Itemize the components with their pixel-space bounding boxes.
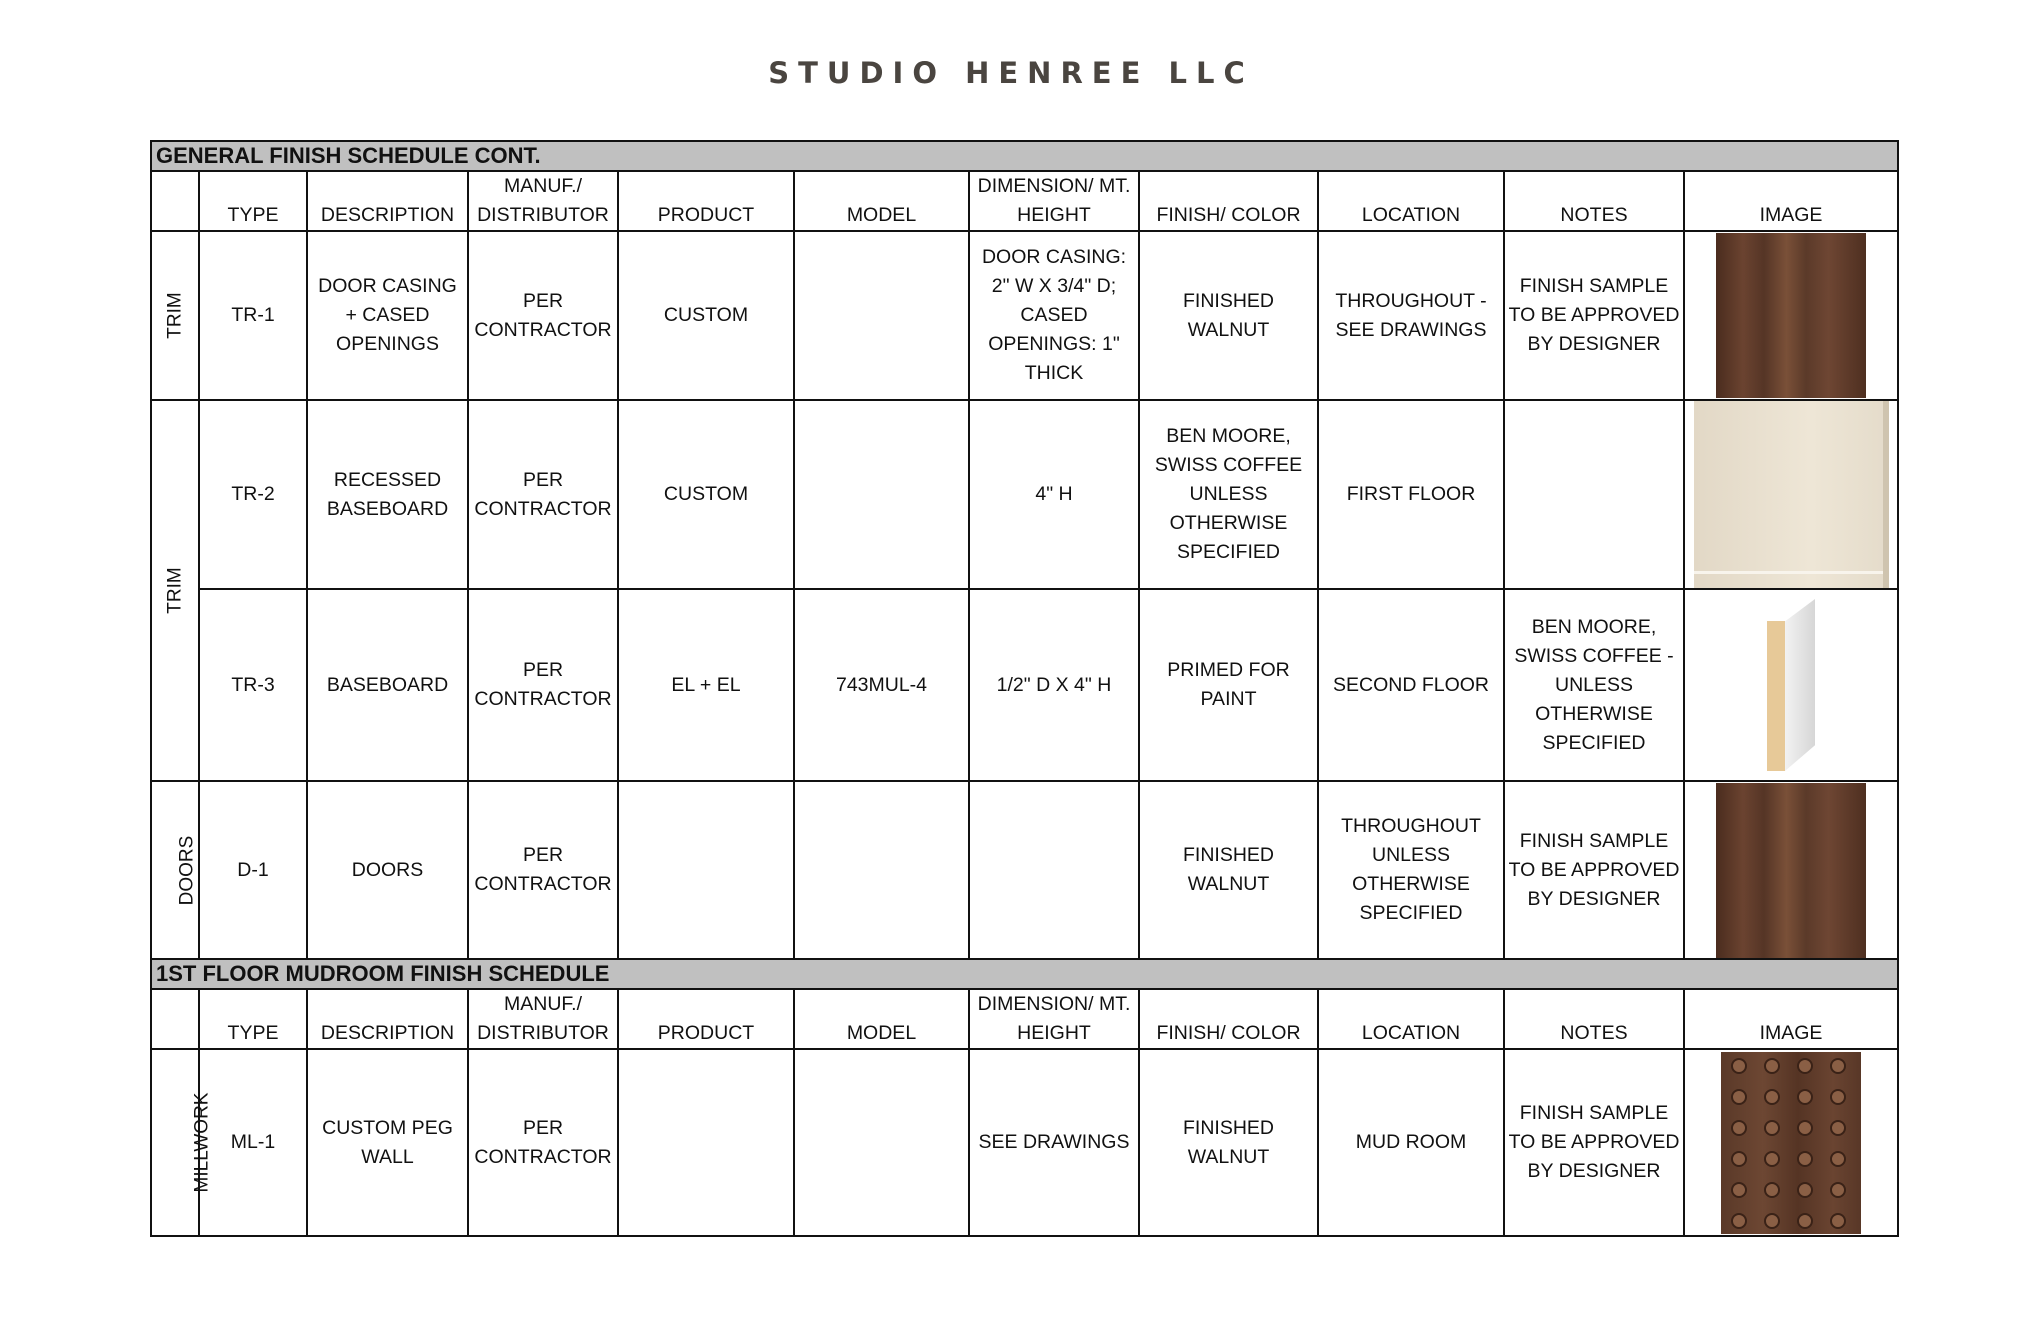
category-cell [151, 781, 199, 959]
description-cell [307, 1049, 468, 1236]
category-label: TRIM [164, 567, 186, 614]
product-cell: EL + EL [618, 589, 794, 781]
cell-line: SWISS COFFEE - [1514, 644, 1674, 667]
header-image: IMAGE [1684, 171, 1898, 231]
peg-hole [1797, 1120, 1813, 1136]
peg-hole [1731, 1058, 1747, 1074]
walnut-sample-image [1716, 233, 1866, 398]
baseboard-profile-image [1761, 599, 1821, 771]
peg-hole [1731, 1213, 1747, 1229]
peg-hole [1797, 1151, 1813, 1167]
dimension-cell [969, 1049, 1139, 1236]
cell-line: SWISS COFFEE [1154, 454, 1303, 476]
header-blank [151, 171, 199, 231]
type-cell: TR-3 [199, 589, 307, 781]
section-title: 1ST FLOOR MUDROOM FINISH SCHEDULE [151, 959, 1898, 989]
cell-line: BY DESIGNER [1527, 1160, 1661, 1182]
header-image: IMAGE [1684, 989, 1898, 1049]
cell-line: BEN MOORE, [1166, 425, 1291, 447]
location-cell [1318, 400, 1504, 589]
peg-hole [1830, 1089, 1846, 1105]
finish-cell [1139, 400, 1318, 589]
cell-line: + CASED [345, 304, 430, 326]
product-cell: CUSTOM [618, 400, 794, 589]
notes-cell [1504, 231, 1684, 400]
notes-cell [1504, 1049, 1684, 1236]
cell-line: FINISH SAMPLE [1519, 1102, 1669, 1124]
category-label: DOORS [176, 835, 198, 905]
section-title: GENERAL FINISH SCHEDULE CONT. [151, 141, 1898, 171]
cell-line: THROUGHOUT [1341, 815, 1481, 837]
description-cell [307, 231, 468, 400]
walnut-peg-wall-image [1721, 1052, 1861, 1234]
cell-line: OPENINGS: 1" [988, 333, 1120, 355]
peg-hole [1764, 1058, 1780, 1074]
cell-line: SPECIFIED [1359, 902, 1463, 924]
section-header-general [151, 141, 1898, 171]
type-cell: D-1 [199, 781, 307, 959]
cell-line: OPENINGS [336, 333, 439, 355]
peg-hole [1797, 1089, 1813, 1105]
peg-hole [1731, 1089, 1747, 1105]
peg-hole [1797, 1058, 1813, 1074]
cell-line: CONTRACTOR [474, 497, 612, 520]
header-manufacturer-line1: MANUF./ [504, 993, 582, 1015]
table-row [151, 400, 1898, 589]
table-row [151, 231, 1898, 400]
model-cell: 743MUL-4 [794, 589, 969, 781]
cell-line: PER [522, 659, 564, 681]
image-cell [1684, 781, 1898, 959]
header-description: DESCRIPTION [307, 989, 468, 1049]
table-row [151, 589, 1898, 781]
header-dimension-line1: DIMENSION/ MT. [977, 993, 1131, 1015]
header-manufacturer-line2: DISTRIBUTOR [477, 1022, 609, 1044]
peg-hole [1731, 1120, 1747, 1136]
header-product: PRODUCT [618, 171, 794, 231]
peg-hole [1830, 1058, 1846, 1074]
cell-line: CONTRACTOR [474, 873, 612, 895]
type-cell: TR-2 [199, 400, 307, 589]
image-cell [1684, 589, 1898, 781]
section-header-mudroom [151, 959, 1898, 989]
header-description: DESCRIPTION [307, 171, 468, 231]
peg-hole [1830, 1213, 1846, 1229]
header-manufacturer-line1: MANUF./ [504, 175, 582, 197]
model-cell [794, 1049, 969, 1236]
cell-line: TO BE APPROVED [1508, 1131, 1680, 1153]
finish-cell [1139, 1049, 1318, 1236]
cell-line: PER [522, 468, 564, 491]
manufacturer-cell [468, 589, 618, 781]
header-dimension-line1: DIMENSION/ MT. [977, 175, 1131, 197]
cell-line: OTHERWISE [1169, 512, 1288, 534]
notes-cell [1504, 400, 1684, 589]
location-cell [1318, 1049, 1504, 1236]
peg-hole [1764, 1213, 1780, 1229]
header-notes: NOTES [1504, 171, 1684, 231]
cell-line: DOORS [351, 858, 424, 881]
peg-hole [1731, 1151, 1747, 1167]
type-cell: ML-1 [199, 1049, 307, 1236]
cell-line: FINISHED [1182, 289, 1274, 312]
header-dimension-line2: HEIGHT [1017, 204, 1091, 226]
finish-schedule-table [150, 140, 1899, 1237]
peg-hole [1764, 1089, 1780, 1105]
notes-cell [1504, 781, 1684, 959]
peg-hole [1797, 1182, 1813, 1198]
cell-line: SEE DRAWINGS [1335, 318, 1487, 341]
cell-line: THICK [1024, 362, 1084, 384]
dimension-cell [969, 231, 1139, 400]
peg-hole [1830, 1182, 1846, 1198]
location-cell [1318, 781, 1504, 959]
location-cell [1318, 589, 1504, 781]
header-manufacturer [468, 171, 618, 231]
cell-line: FINISHED [1182, 844, 1274, 866]
location-cell [1318, 231, 1504, 400]
peg-hole [1731, 1182, 1747, 1198]
cell-line: RECESSED [333, 468, 442, 491]
peg-hole [1764, 1120, 1780, 1136]
image-cell [1684, 1049, 1898, 1236]
model-cell [794, 400, 969, 589]
description-cell [307, 589, 468, 781]
cell-line: WALNUT [1187, 318, 1270, 341]
manufacturer-cell [468, 231, 618, 400]
cell-line: 4" H [1035, 483, 1073, 505]
header-location: LOCATION [1318, 989, 1504, 1049]
cell-line: CONTRACTOR [474, 688, 612, 710]
header-finish: FINISH/ COLOR [1139, 989, 1318, 1049]
cell-line: TO BE APPROVED [1508, 304, 1680, 326]
description-cell [307, 781, 468, 959]
header-product: PRODUCT [618, 989, 794, 1049]
table-row [151, 1049, 1898, 1236]
cell-line: BY DESIGNER [1527, 887, 1661, 910]
peg-hole [1830, 1151, 1846, 1167]
header-dimension [969, 989, 1139, 1049]
header-type: TYPE [199, 989, 307, 1049]
product-cell: CUSTOM [618, 231, 794, 400]
cell-line: FINISH SAMPLE [1519, 829, 1669, 852]
recessed-baseboard-image [1694, 401, 1889, 588]
image-cell [1684, 400, 1898, 589]
cell-line: PER [522, 1116, 564, 1139]
cell-line: CONTRACTOR [474, 318, 612, 341]
cell-line: 1/2" D X 4" H [996, 673, 1112, 696]
product-cell [618, 781, 794, 959]
header-manufacturer-line2: DISTRIBUTOR [477, 204, 609, 226]
header-finish: FINISH/ COLOR [1139, 171, 1318, 231]
finish-cell [1139, 589, 1318, 781]
product-cell [618, 1049, 794, 1236]
cell-line: PRIMED FOR [1167, 659, 1290, 681]
notes-cell [1504, 589, 1684, 781]
description-cell [307, 400, 468, 589]
cell-line: BASEBOARD [326, 673, 449, 696]
cell-line: CASED [1020, 304, 1088, 326]
cell-line: THROUGHOUT - [1335, 289, 1487, 312]
cell-line: PAINT [1200, 688, 1257, 710]
cell-line: FIRST FLOOR [1346, 483, 1476, 505]
category-cell [151, 1049, 213, 1236]
dimension-cell [969, 589, 1139, 781]
category-cell [151, 400, 199, 781]
header-type: TYPE [199, 171, 307, 231]
cell-line: SPECIFIED [1177, 541, 1280, 563]
cell-line: FINISHED [1182, 1116, 1274, 1139]
cell-line: BASEBOARD [326, 497, 449, 520]
peg-hole [1764, 1182, 1780, 1198]
walnut-door-image [1716, 783, 1866, 958]
finish-cell [1139, 231, 1318, 400]
header-notes: NOTES [1504, 989, 1684, 1049]
cell-line: CONTRACTOR [474, 1145, 612, 1168]
header-manufacturer [468, 989, 618, 1049]
cell-line: DOOR CASING [318, 275, 457, 297]
cell-line: UNLESS [1554, 673, 1634, 696]
category-cell [151, 231, 199, 400]
image-cell [1684, 231, 1898, 400]
table-row [151, 781, 1898, 959]
dimension-cell [969, 781, 1139, 959]
cell-line: WALL [361, 1145, 414, 1168]
category-label: TRIM [164, 292, 186, 339]
cell-line: SECOND FLOOR [1332, 673, 1490, 696]
cell-line: UNLESS [1371, 844, 1451, 866]
cell-line: UNLESS [1189, 483, 1268, 505]
category-label: MILLWORK [191, 1092, 213, 1193]
cell-line: BY DESIGNER [1527, 333, 1661, 355]
header-location: LOCATION [1318, 171, 1504, 231]
cell-line: WALNUT [1187, 1145, 1270, 1168]
header-dimension-line2: HEIGHT [1017, 1022, 1091, 1044]
header-model: MODEL [794, 171, 969, 231]
manufacturer-cell [468, 781, 618, 959]
model-cell [794, 781, 969, 959]
cell-line: SPECIFIED [1542, 731, 1646, 754]
cell-line: 2" W X 3/4" D; [991, 275, 1117, 297]
cell-line: WALNUT [1187, 873, 1270, 895]
peg-hole [1797, 1213, 1813, 1229]
cell-line: CUSTOM PEG [322, 1116, 453, 1139]
manufacturer-cell [468, 400, 618, 589]
column-header-row [151, 989, 1898, 1049]
header-model: MODEL [794, 989, 969, 1049]
cell-line: MUD ROOM [1355, 1131, 1467, 1153]
cell-line: PER [522, 844, 564, 866]
cell-line: DOOR CASING: [981, 246, 1127, 268]
cell-line: OTHERWISE [1352, 873, 1470, 895]
dimension-cell [969, 400, 1139, 589]
cell-line: OTHERWISE [1535, 702, 1653, 725]
peg-hole [1830, 1120, 1846, 1136]
type-cell: TR-1 [199, 231, 307, 400]
cell-line: TO BE APPROVED [1508, 858, 1680, 881]
model-cell [794, 231, 969, 400]
finish-cell [1139, 781, 1318, 959]
company-name: STUDIO HENREE LLC [768, 56, 1254, 90]
cell-line: FINISH SAMPLE [1519, 275, 1669, 297]
cell-line: BEN MOORE, [1531, 615, 1657, 638]
manufacturer-cell [468, 1049, 618, 1236]
column-header-row [151, 171, 1898, 231]
cell-line: SEE DRAWINGS [978, 1131, 1130, 1153]
header-blank [151, 989, 199, 1049]
header-dimension [969, 171, 1139, 231]
cell-line: PER [522, 289, 564, 312]
peg-hole [1764, 1151, 1780, 1167]
